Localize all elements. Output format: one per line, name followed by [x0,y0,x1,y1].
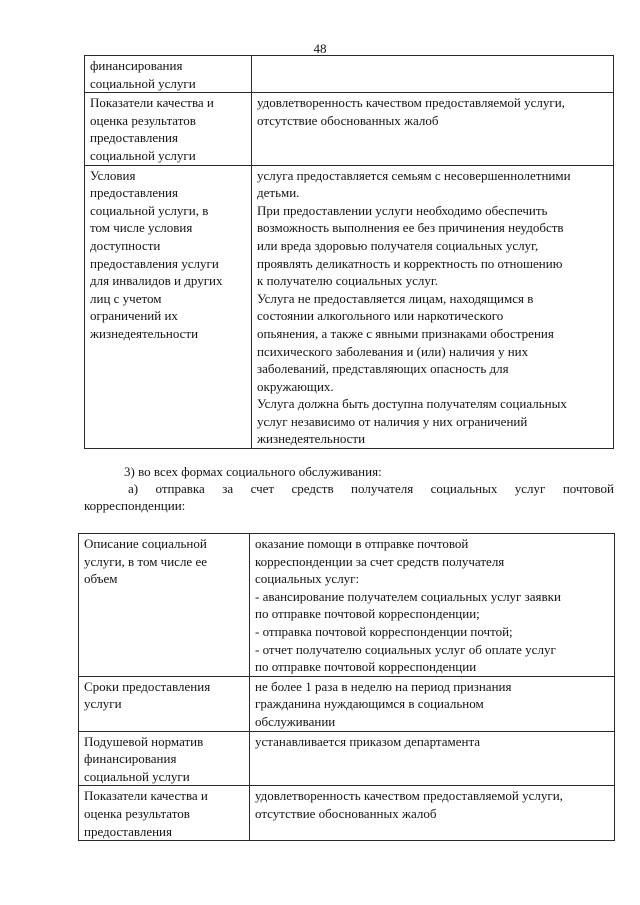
value-line: состоянии алкогольного или наркотического [257,308,504,324]
value-line: гражданина нуждающимся в социальном [255,696,484,712]
label-line: Подушевой норматив [84,733,204,749]
table-row [85,93,614,165]
value-line: услуг независимо от наличия у них ограничений [257,413,528,429]
value-line: корреспонденции за счет средств получателя [255,553,505,569]
label-line: социальной услуги [90,75,196,91]
label-cell [85,93,252,165]
label-line: Сроки предоставления [84,678,211,694]
value-line: заболеваний, представляющих опасность для [257,361,509,377]
label-line: Показатели качества и [84,788,208,804]
label-line: социальной услуги [90,147,196,163]
value-line: жизнедеятельности [257,431,366,447]
label-line: предоставления услуги [90,255,219,271]
label-line: объем [84,571,118,587]
label-line: том числе условия [90,220,193,236]
label-line: предоставления [90,185,178,201]
value-cell [250,786,615,841]
label-line: предоставления [84,823,172,839]
value-line: отсутствие обоснованных жалоб [257,112,439,128]
table-row [79,676,615,731]
label-cell [85,56,252,93]
label-line: оценка результатов [84,805,190,821]
label-line: жизнедеятельности [90,325,199,341]
postal-service-table [78,533,615,841]
label-line: для инвалидов и других [90,273,223,289]
value-line: устанавливается приказом департамента [255,733,481,749]
value-line: оказание помощи в отправке почтовой [255,536,469,551]
label-cell [79,786,250,841]
value-line: опьянения, а также с явными признаками обострения [257,325,554,341]
table-row [79,786,615,841]
label-cell [79,731,250,786]
label-line: Условия [90,167,136,183]
table-row [79,534,615,677]
value-line: - отчет получателю социальных услуг об оплате услуг [255,641,556,657]
label-cell [79,676,250,731]
label-line: предоставления [90,130,178,146]
value-line: психического заболевания и (или) наличия у них [257,343,529,359]
label-line: доступности [90,237,161,253]
value-cell [250,534,615,677]
value-line: или вреда здоровью получателя социальных услуг, [257,237,539,253]
value-line: по отправке почтовой корреспонденции; [255,606,480,622]
value-cell [252,93,614,165]
value-line: по отправке почтовой корреспонденции [255,659,477,675]
value-cell [250,676,615,731]
label-line: услуги [84,696,122,712]
value-line: детьми. [257,185,300,201]
value-line: отсутствие обоснованных жалоб [255,805,437,821]
value-cell [252,165,614,449]
label-cell [79,534,250,677]
value-line: Услуга не предоставляется лицам, находящимся в [257,290,534,306]
label-line: лиц с учетом [90,290,162,306]
value-line: При предоставлении услуги необходимо обеспечить [257,202,548,218]
table-row [85,56,614,93]
label-line: оценка результатов [90,112,196,128]
label-line: социальной услуги [84,768,190,784]
label-line: ограничений их [90,308,178,324]
value-line: проявлять деликатность и корректность по отношению [257,255,563,271]
section-heading: 3) во всех формах социального обслуживания: [124,464,382,479]
value-line: обслуживании [255,713,336,729]
page-number: 48 [313,41,327,56]
table-row [85,165,614,449]
item-a-title: а) отправка за счет средств получателя социальных услуг почтовой [128,481,614,496]
label-line: финансирования [84,751,177,767]
label-line: финансирования [90,58,183,73]
value-line: окружающих. [257,378,334,394]
label-line: социальной услуги, в [90,202,209,218]
value-line: удовлетворенность качеством предоставляемой услуги, [255,788,563,804]
services-table-continued [84,55,614,449]
value-line: не более 1 раза в неделю на период признания [255,678,512,694]
item-a-title-continuation: корреспонденции: [84,498,186,513]
table-row [79,731,615,786]
value-line: - авансирование получателем социальных услуг заявки [255,588,561,604]
value-line: удовлетворенность качеством предоставляемой услуги, [257,95,565,111]
value-line: возможность выполнения ее без причинения неудобств [257,220,564,236]
value-cell [252,56,614,93]
value-line: услуга предоставляется семьям с несовершеннолетними [257,167,571,183]
value-line: социальных услуг: [255,571,360,587]
label-line: услуги, в том числе ее [84,553,207,569]
value-line: Услуга должна быть доступна получателям социальных [257,396,567,412]
value-cell [250,731,615,786]
label-line: Показатели качества и [90,95,214,111]
value-line: к получателю социальных услуг. [257,273,439,289]
label-line: Описание социальной [84,536,207,551]
label-cell [85,165,252,449]
value-line: - отправка почтовой корреспонденции почтой; [255,623,513,639]
